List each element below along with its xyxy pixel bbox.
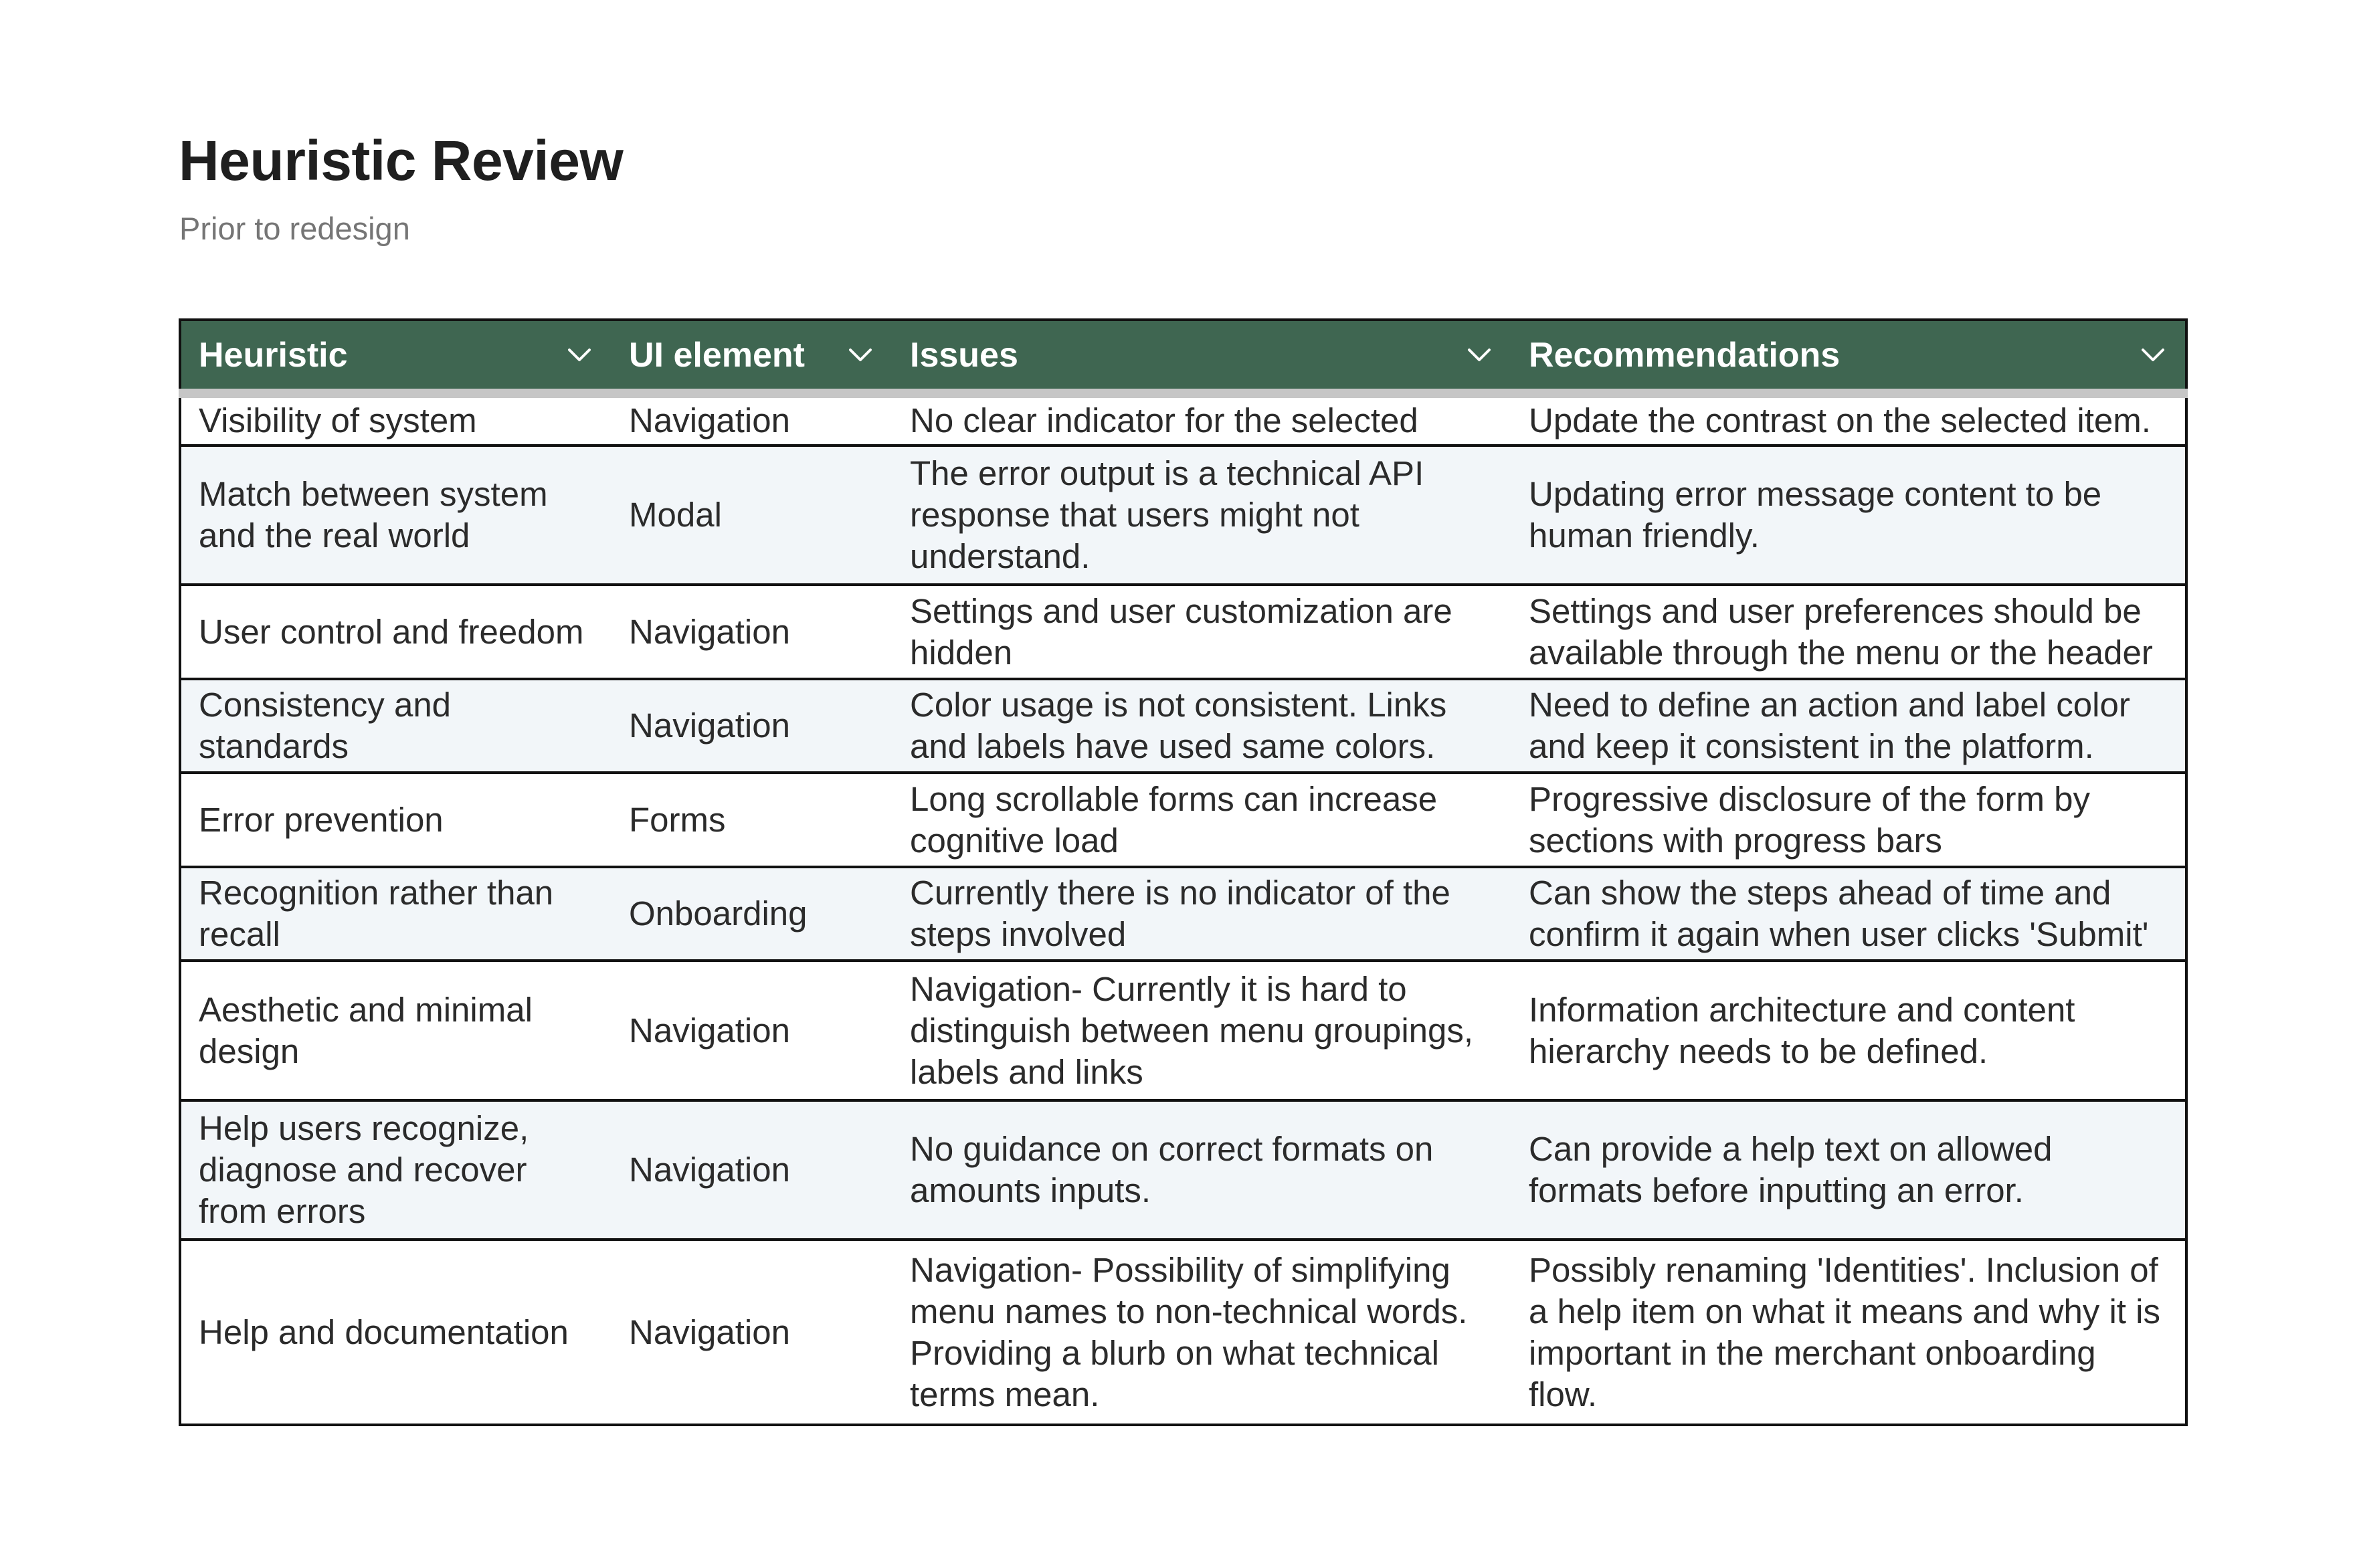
chevron-down-icon[interactable] (846, 340, 875, 370)
heuristic-cell: Match between system and the real world (180, 446, 611, 585)
table-row (180, 773, 2186, 866)
recommendation-cell: Information architecture and content hierarchy needs to be defined. (1511, 961, 2186, 1100)
column-header-issues[interactable] (892, 320, 1511, 393)
table-body (180, 393, 2186, 1425)
table-row (180, 1100, 2186, 1240)
ui-element-cell: Navigation (611, 1240, 892, 1425)
recommendation-cell: Progressive disclosure of the form by sections with progress bars (1511, 773, 2186, 866)
issue-cell: Long scrollable forms can increase cognitive load (892, 773, 1511, 866)
column-header-label: Issues (910, 335, 1018, 375)
ui-element-cell: Navigation (611, 393, 892, 446)
recommendation-cell: Can show the steps ahead of time and confirm it again when user clicks 'Submit' (1511, 867, 2186, 961)
heuristic-cell: Consistency and standards (180, 679, 611, 773)
heuristic-review-table (179, 318, 2188, 1426)
recommendation-cell: Possibly renaming 'Identities'. Inclusion of a help item on what it means and why it is important in the merchant onboarding flow. (1511, 1240, 2186, 1425)
recommendation-cell: Update the contrast on the selected item. (1511, 393, 2186, 446)
table-row (180, 585, 2186, 678)
ui-element-cell: Navigation (611, 961, 892, 1100)
ui-element-cell: Onboarding (611, 867, 892, 961)
column-header-ui-element[interactable] (611, 320, 892, 393)
ui-element-cell: Navigation (611, 585, 892, 678)
heuristic-cell: Recognition rather than recall (180, 867, 611, 961)
heuristic-cell: Aesthetic and minimal design (180, 961, 611, 1100)
ui-element-cell: Navigation (611, 1100, 892, 1240)
issue-cell: Color usage is not consistent. Links and labels have used same colors. (892, 679, 1511, 773)
recommendation-cell: Updating error message content to be human friendly. (1511, 446, 2186, 585)
column-header-label: Heuristic (199, 335, 348, 375)
ui-element-cell: Forms (611, 773, 892, 866)
heuristic-cell: Help users recognize, diagnose and recover from errors (180, 1100, 611, 1240)
table-row (180, 867, 2186, 961)
column-header-recommendations[interactable] (1511, 320, 2186, 393)
issue-cell: The error output is a technical API response that users might not understand. (892, 446, 1511, 585)
column-header-heuristic[interactable] (180, 320, 611, 393)
recommendation-cell: Settings and user preferences should be available through the menu or the header (1511, 585, 2186, 678)
table-row (180, 679, 2186, 773)
heuristic-cell: Help and documentation (180, 1240, 611, 1425)
heuristic-cell: User control and freedom (180, 585, 611, 678)
table-header (180, 320, 2186, 393)
table-row (180, 961, 2186, 1100)
heuristic-cell: Visibility of system (180, 393, 611, 446)
page-title: Heuristic Review (179, 129, 624, 192)
issue-cell: No clear indicator for the selected (892, 393, 1511, 446)
issue-cell: Navigation- Possibility of simplifying menu names to non-technical words. Providing a blurb on what technical terms mean. (892, 1240, 1511, 1425)
chevron-down-icon[interactable] (2138, 340, 2168, 370)
issue-cell: Navigation- Currently it is hard to distinguish between menu groupings, labels and links (892, 961, 1511, 1100)
table-row (180, 1240, 2186, 1425)
issue-cell: Settings and user customization are hidden (892, 585, 1511, 678)
column-header-label: UI element (629, 335, 805, 375)
ui-element-cell: Modal (611, 446, 892, 585)
issue-cell: Currently there is no indicator of the steps involved (892, 867, 1511, 961)
recommendation-cell: Can provide a help text on allowed formats before inputting an error. (1511, 1100, 2186, 1240)
issue-cell: No guidance on correct formats on amounts inputs. (892, 1100, 1511, 1240)
table-row (180, 446, 2186, 585)
table-row (180, 393, 2186, 446)
page-subtitle: Prior to redesign (179, 211, 410, 246)
recommendation-cell: Need to define an action and label color and keep it consistent in the platform. (1511, 679, 2186, 773)
chevron-down-icon[interactable] (1465, 340, 1494, 370)
heuristic-cell: Error prevention (180, 773, 611, 866)
table-header-row (180, 320, 2186, 393)
column-header-label: Recommendations (1529, 335, 1841, 375)
chevron-down-icon[interactable] (565, 340, 594, 370)
ui-element-cell: Navigation (611, 679, 892, 773)
